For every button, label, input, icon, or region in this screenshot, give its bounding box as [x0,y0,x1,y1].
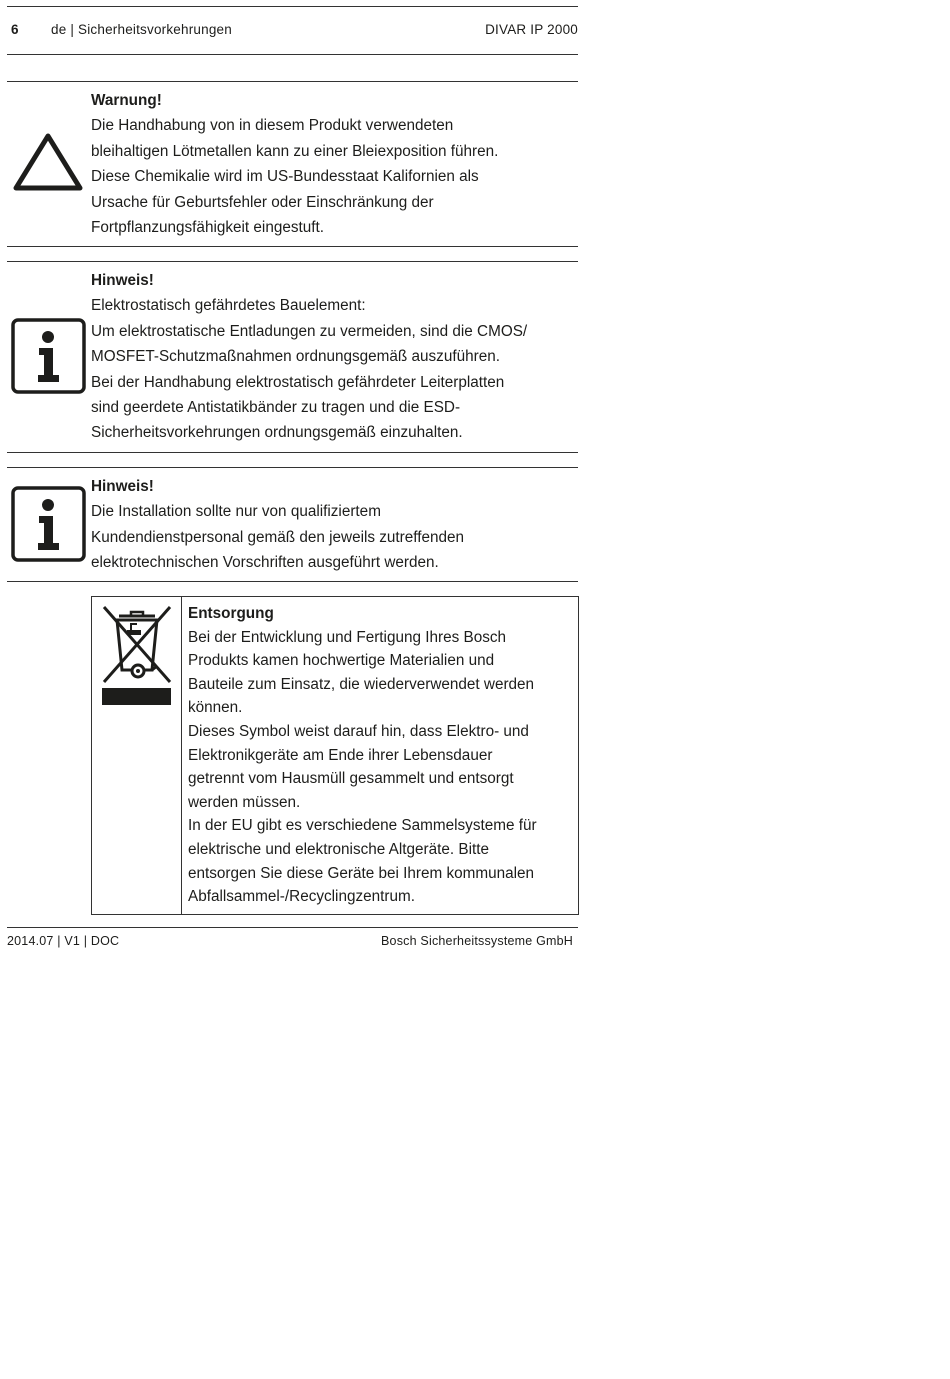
notice2-title: Hinweis! [91,478,154,495]
disposal-line: Elektronikgeräte am Ende ihrer Lebensdauer [188,746,493,764]
info-icon [11,486,86,562]
disposal-text [188,602,580,909]
disposal-table [91,596,579,915]
warning-line: Die Handhabung von in diesem Produkt verwendeten [91,117,454,135]
disposal-icon-cell [92,597,182,914]
disposal-line: Abfallsammel-/Recyclingzentrum. [188,888,415,906]
warning-line: Diese Chemikalie wird im US-Bundesstaat Kalifornien als [91,168,479,186]
footer-doc-info: 2014.07 | V1 | DOC [7,934,120,948]
notice2-bottom-rule [7,581,578,582]
disposal-line: Bauteile zum Einsatz, die wiederverwendet werden [188,675,535,693]
warning-top-rule [7,81,578,82]
notice2-top-rule [7,467,578,468]
disposal-line: In der EU gibt es verschiedene Sammelsysteme für [188,817,537,835]
section-title: de | Sicherheitsvorkehrungen [51,22,232,37]
disposal-line: können. [188,699,243,717]
footer-rule [7,927,578,928]
warning-block [91,88,578,240]
disposal-line: Produkts kamen hochwertige Materialien und [188,652,495,670]
warning-bottom-rule [7,246,578,247]
notice1-line: Bei der Handhabung elektrostatisch gefährdeter Leiterplatten [91,373,505,391]
notice1-title: Hinweis! [91,272,154,289]
notice2-line: Kundendienstpersonal gemäß den jeweils zutreffenden [91,528,465,546]
info-icon [11,318,86,394]
crossed-out-wheelie-bin-icon [101,604,173,708]
warning-line: Ursache für Geburtsfehler oder Einschränkung der [91,193,434,211]
disposal-line: entsorgen Sie diese Geräte bei Ihrem kommunalen [188,864,535,882]
disposal-line: Bei der Entwicklung und Fertigung Ihres Bosch [188,628,507,646]
notice2-line: elektrotechnischen Vorschriften ausgeführt werden. [91,554,439,572]
notice1-line: sind geerdete Antistatikbänder zu tragen und die ESD- [91,399,461,417]
header-top-rule [7,6,578,7]
warning-line: bleihaltigen Lötmetallen kann zu einer Bleiexposition führen. [91,142,499,160]
disposal-line: elektrische und elektronische Altgeräte. Bitte [188,840,490,858]
warning-title: Warnung! [91,92,162,109]
notice1-line: Um elektrostatische Entladungen zu vermeiden, sind die CMOS/ [91,322,528,340]
warning-line: Fortpflanzungsfähigkeit eingestuft. [91,219,324,237]
notice1-line: Sicherheitsvorkehrungen ordnungsgemäß einzuhalten. [91,424,463,442]
notice2-block [91,474,578,576]
product-name: DIVAR IP 2000 [485,22,578,37]
disposal-title: Entsorgung [188,605,274,622]
footer-company: Bosch Sicherheitssysteme GmbH [381,934,573,948]
notice2-line: Die Installation sollte nur von qualifiziertem [91,503,381,521]
page-number: 6 [11,22,19,37]
header-bottom-rule [7,54,578,55]
warning-triangle-icon [12,130,84,194]
notice1-line: Elektrostatisch gefährdetes Bauelement: [91,297,366,315]
notice1-bottom-rule [7,452,578,453]
disposal-line: Dieses Symbol weist darauf hin, dass Elektro- und [188,722,529,740]
notice1-top-rule [7,261,578,262]
notice1-block [91,268,578,446]
notice1-line: MOSFET-Schutzmaßnahmen ordnungsgemäß auszuführen. [91,348,500,366]
disposal-line: werden müssen. [188,793,301,811]
disposal-line: getrennt vom Hausmüll gesammelt und entsorgt [188,770,514,788]
